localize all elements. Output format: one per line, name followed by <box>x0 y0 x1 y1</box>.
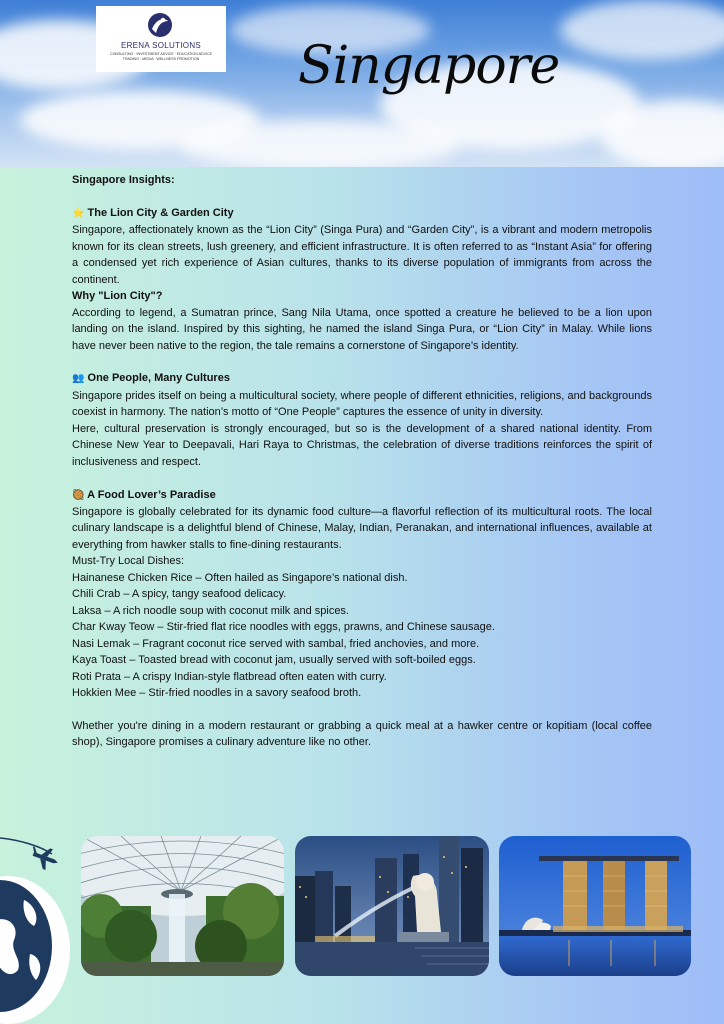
dish-item: Laksa – A rich noodle soup with coconut milk and spices. <box>72 604 349 617</box>
article-content <box>72 172 652 751</box>
closing-paragraph: Whether you're dining in a modern restaurant or grabbing a quick meal at a hawker centre or kopitiam (local coffee shop), Singapore promises a culinary adventure like no other. <box>72 719 652 749</box>
paragraph: Singapore, affectionately known as the “Lion City” (Singa Pura) and “Garden City”, is a vibrant and modern metropolis known for its clean streets, lush greenery, and efficient infrastructure. It is often referred to as “Instant Asia” for offering a condensed yet rich experience of Asian cultures, thanks to its diverse population of immigrants from across the continent. <box>72 224 652 286</box>
people-icon: 👥 <box>72 373 85 385</box>
globe-plane-icon <box>0 830 80 1024</box>
dish-item: Kaya Toast – Toasted bread with coconut jam, usually served with soft-boiled eggs. <box>72 654 476 667</box>
paragraph: According to legend, a Sumatran prince, Sang Nila Utama, once spotted a creature he believed to be a lion upon landing on the island. Inspired by this sighting, he named the island Singa Pura, or “Lion City” in Malay. While lions have never been native to the region, the tale remains a cornerstone of Singapore’s identity. <box>72 306 652 352</box>
section-heading: Singapore Insights: <box>72 174 175 186</box>
logo-tagline: CONSULTING · INVESTMENT ADVICE · EDUCATION ADVICE TRADING · MEDIA · WELLNESS PROMOTION <box>109 52 213 61</box>
section-title-lion-city: ⭐ The Lion City & Garden City <box>72 206 234 219</box>
dish-item: Hainanese Chicken Rice – Often hailed as Singapore’s national dish. <box>72 571 408 584</box>
paragraph: Here, cultural preservation is strongly encouraged, but so is the development of a shared national identity. From Chinese New Year to Deepavali, Hari Raya to Christmas, the celebration of diverse traditions reinforces the spirit of inclusiveness and respect. <box>72 422 652 468</box>
photo-jewel-rain-vortex <box>81 836 284 976</box>
logo-swirl-icon <box>146 11 174 39</box>
subheading-why-lion-city: Why "Lion City"? <box>72 290 163 303</box>
dish-item: Nasi Lemak – Fragrant coconut rice served with sambal, fried anchovies, and more. <box>72 637 480 650</box>
dish-item: Chili Crab – A spicy, tangy seafood delicacy. <box>72 588 287 601</box>
logo-name: ERENA SOLUTIONS <box>120 41 202 50</box>
section-title-cultures: 👥 One People, Many Cultures <box>72 372 230 385</box>
page-title: Singapore <box>298 36 560 96</box>
header-banner <box>0 0 724 167</box>
paragraph: Singapore is globally celebrated for its dynamic food culture—a flavorful reflection of its multicultural roots. The local culinary landscape is a delightful blend of Chinese, Malay, Indian, Peranakan, and international influences, available at everything from hawker stalls to fine-dining restaurants. <box>72 506 652 551</box>
company-logo <box>96 6 226 72</box>
paragraph: Singapore prides itself on being a multicultural society, where people of different ethnicities, religions, and backgrounds coexist in harmony. The nation’s motto of “One People” captures the essence of unity in diversity. <box>72 389 652 419</box>
section-title-food: 🥘 A Food Lover’s Paradise <box>72 488 216 501</box>
dish-item: Hokkien Mee – Stir-fried noodles in a savory seafood broth. <box>72 687 362 699</box>
food-bowl-icon: 🥘 <box>72 489 85 501</box>
dish-item: Roti Prata – A crispy Indian-style flatbread often eaten with curry. <box>72 670 387 683</box>
airplane-icon <box>27 843 62 874</box>
dishes-heading: Must-Try Local Dishes: <box>72 555 185 568</box>
star-icon: ⭐ <box>72 207 85 219</box>
photo-marina-bay-sands <box>499 836 691 976</box>
dish-item: Char Kway Teow – Stir-fried flat rice noodles with eggs, prawns, and Chinese sausage. <box>72 621 495 634</box>
photo-merlion-park <box>295 836 489 976</box>
